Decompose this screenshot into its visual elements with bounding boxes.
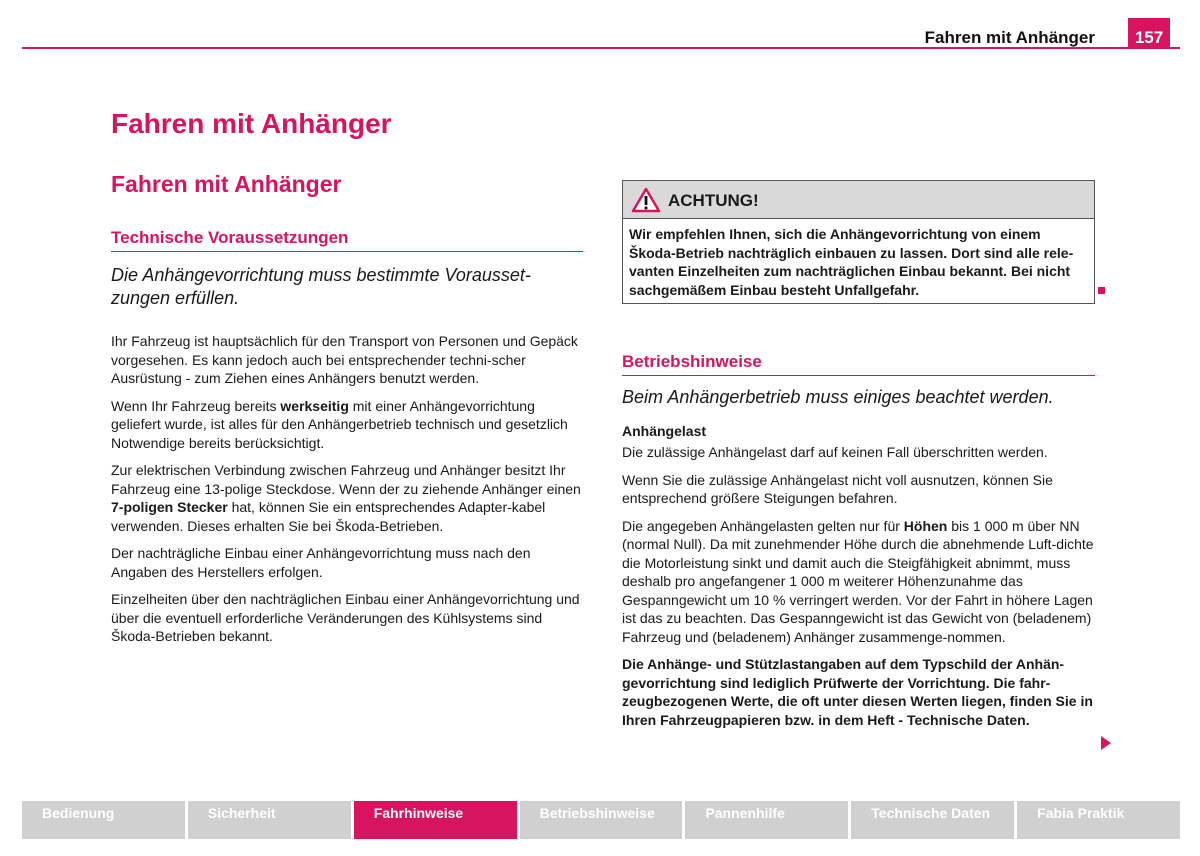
right-column	[622, 180, 1095, 738]
tab-sicherheit[interactable]: Sicherheit	[188, 801, 351, 839]
lead-text: Die Anhängevorrichtung muss bestimmte Vorausset-zungen erfüllen.	[111, 265, 531, 308]
subsection-title-betriebshinweise: Betriebshinweise	[622, 352, 1095, 376]
tab-betriebshinweise[interactable]: Betriebshinweise	[520, 801, 683, 839]
subheading-anhaengelast: Anhängelast	[622, 423, 707, 439]
paragraph: Die Anhänge- und Stützlastangaben auf dem Typschild der Anhän-gevorrichtung sind lediglich Prüfwerte der Vorrichtung. Die fahr-zeugbezogenen Werte, die oft unter diesen Werten liegen, finden Sie in Ihren Fahrzeugpapieren bzw. in dem Heft - Technische Daten.	[622, 656, 1093, 728]
left-column	[111, 228, 583, 655]
page-number: 157	[1128, 18, 1170, 49]
paragraph: Wenn Sie die zulässige Anhängelast nicht voll ausnutzen, können Sie entsprechend größere Steigungen befahren.	[622, 471, 1053, 506]
continue-arrow-icon	[1101, 736, 1111, 750]
chapter-title: Fahren mit Anhänger	[111, 108, 392, 139]
warning-triangle-icon	[631, 187, 661, 218]
chapter-tab-bar	[22, 801, 1180, 839]
paragraph: Der nachträgliche Einbau einer Anhängevorrichtung muss nach den Angaben des Herstellers erfolgen.	[111, 545, 531, 580]
section-title: Fahren mit Anhänger	[111, 171, 342, 197]
section-end-marker	[1098, 287, 1105, 294]
warning-title: ACHTUNG!	[668, 191, 759, 210]
paragraph: Zur elektrischen Verbindung zwischen Fahrzeug und Anhänger besitzt Ihr Fahrzeug eine 13-polige Steckdose. Wenn der zu ziehende Anhänger einen 7-poligen Stecker hat, können Sie ein entsprechendes Adapter-kabel verwenden. Dieses erhalten Sie bei Škoda-Betrieben.	[111, 462, 581, 534]
warning-header	[623, 181, 1094, 219]
paragraph: Die zulässige Anhängelast darf auf keinen Fall überschritten werden.	[622, 444, 1048, 460]
subsection-title-technische-voraussetzungen: Technische Voraussetzungen	[111, 228, 583, 252]
tab-technische-daten[interactable]: Technische Daten	[851, 801, 1014, 839]
running-header: Fahren mit Anhänger	[924, 28, 1095, 47]
paragraph: Die angegeben Anhängelasten gelten nur für Höhen bis 1 000 m über NN (normal Null). Da mit zunehmender Höhe durch die abnehmende Luft-dichte die Motorleistung sinkt und damit auch die Steigfähigkeit abnimmt, muss deshalb pro angefangener 1 000 m weiterer Höhenzunahme das Gespanngewicht um 10 % verringert werden. Vor der Fahrt in höhere Lagen ist das zu beachten. Das Gespanngewicht ist das Gewicht von (beladenem) Fahrzeug und (beladenem) Anhänger zusammenge-nommen.	[622, 517, 1094, 645]
warning-text: Wir empfehlen Ihnen, sich die Anhängevorrichtung von einem Škoda-Betrieb nachträglich einbauen zu lassen. Dort sind alle rele-vanten Einzelheiten zum nachträglichen Einbau bekannt. Bei nicht sachgemäßem Einbau besteht Unfallgefahr.	[629, 226, 1074, 298]
tab-fabia-praktik[interactable]: Fabia Praktik	[1017, 801, 1180, 839]
lead-text: Beim Anhängerbetrieb muss einiges beachtet werden.	[622, 387, 1054, 407]
paragraph: Wenn Ihr Fahrzeug bereits werkseitig mit einer Anhängevorrichtung geliefert wurde, ist alles für den Anhängerbetrieb technisch und gesetzlich Notwendige bereits berücksichtigt.	[111, 397, 568, 451]
tab-pannenhilfe[interactable]: Pannenhilfe	[685, 801, 848, 839]
paragraph: Ihr Fahrzeug ist hauptsächlich für den Transport von Personen und Gepäck vorgesehen. Es kann jedoch auch bei entsprechender techni-scher Ausrüstung - zum Ziehen eines Anhängers benutzt werden.	[111, 333, 578, 386]
tab-bedienung[interactable]: Bedienung	[22, 801, 185, 839]
paragraph: Einzelheiten über den nachträglichen Einbau einer Anhängevorrichtung und über die eventuell erforderliche Veränderungen des Kühlsystems sind Škoda-Betrieben bekannt.	[111, 591, 580, 644]
tab-fahrhinweise[interactable]: Fahrhinweise	[354, 801, 517, 839]
warning-box	[622, 180, 1095, 304]
